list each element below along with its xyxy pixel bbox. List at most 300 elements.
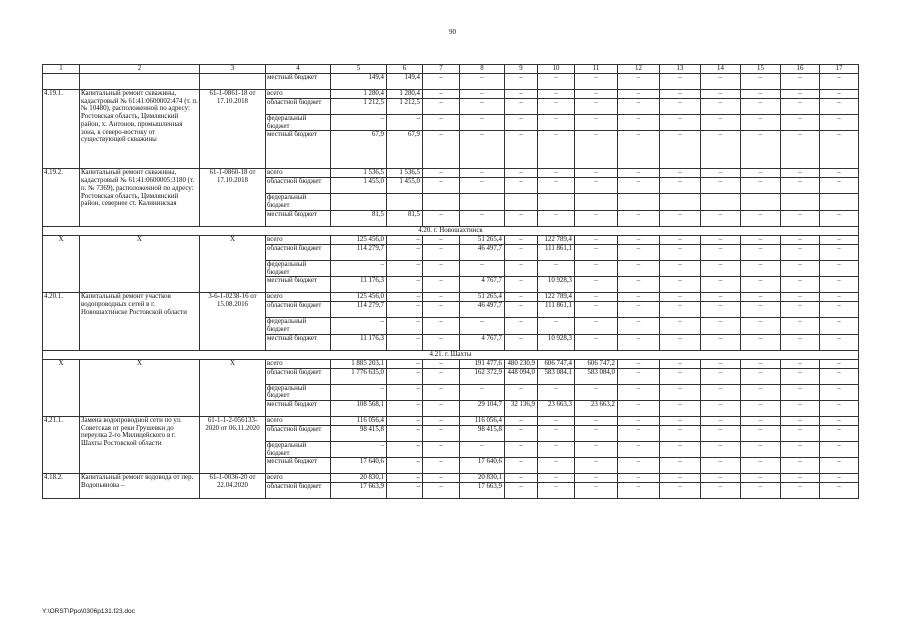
value-cell: 116 056,4: [460, 417, 505, 426]
financing-source: всего: [266, 474, 331, 483]
value-cell: –: [505, 426, 538, 442]
value-cell: –: [575, 483, 618, 499]
value-cell: –: [781, 277, 820, 293]
value-cell: –: [741, 384, 781, 400]
value-cell: –: [660, 368, 701, 384]
value-cell: –: [660, 318, 701, 334]
value-cell: 29 104,7: [460, 401, 505, 417]
financing-source: федеральный бюджет: [266, 260, 331, 276]
value-cell: 583 084,1: [538, 368, 575, 384]
value-cell: 122 789,4: [538, 293, 575, 302]
value-cell: –: [741, 417, 781, 426]
value-cell: –: [460, 384, 505, 400]
value-cell: –: [423, 169, 460, 178]
value-cell: 1 212,5: [387, 99, 423, 115]
value-cell: –: [660, 277, 701, 293]
value-cell: –: [618, 244, 660, 260]
value-cell: –: [618, 178, 660, 194]
column-number-cell: 3: [200, 65, 266, 74]
value-cell: –: [781, 368, 820, 384]
value-cell: –: [387, 426, 423, 442]
value-cell: –: [575, 74, 618, 90]
value-cell: –: [538, 178, 575, 194]
value-cell: –: [575, 115, 618, 131]
value-cell: –: [660, 401, 701, 417]
value-cell: –: [820, 235, 859, 244]
empty-cell: [43, 74, 80, 90]
value-cell: –: [781, 334, 820, 350]
value-cell: 1 536,5: [331, 169, 387, 178]
value-cell: –: [618, 474, 660, 483]
value-cell: –: [331, 384, 387, 400]
financing-source: всего: [266, 90, 331, 99]
value-cell: –: [423, 244, 460, 260]
section-title: 4.21. г. Шахты: [43, 350, 859, 359]
value-cell: 122 789,4: [538, 235, 575, 244]
item-name: Капитальный ремонт скважины, кадастровый № 61:41:0600002:474 (т. п. № 10480), расположенной по адресу: Ростовская область, Цимлянский район, х. Антонов, промышленная зона, к северо-востоку от существующей скважины: [80, 90, 200, 169]
value-cell: –: [701, 318, 741, 334]
value-cell: –: [423, 401, 460, 417]
value-cell: –: [538, 417, 575, 426]
value-cell: –: [820, 368, 859, 384]
value-cell: –: [741, 442, 781, 458]
value-cell: –: [575, 293, 618, 302]
budget-row: [43, 74, 859, 90]
x-mark-name: Х: [80, 235, 200, 292]
value-cell: 23 663,3: [538, 401, 575, 417]
value-cell: –: [660, 169, 701, 178]
value-cell: –: [387, 368, 423, 384]
item-number: 4.19.2.: [43, 169, 80, 226]
value-cell: –: [741, 334, 781, 350]
value-cell: –: [741, 302, 781, 318]
column-number-cell: 16: [781, 65, 820, 74]
value-cell: 20 830,1: [331, 474, 387, 483]
value-cell: –: [701, 210, 741, 226]
value-cell: 67,9: [331, 131, 387, 169]
value-cell: –: [505, 277, 538, 293]
value-cell: 46 497,7: [460, 244, 505, 260]
value-cell: –: [660, 235, 701, 244]
value-cell: –: [741, 169, 781, 178]
value-cell: –: [505, 334, 538, 350]
value-cell: –: [387, 115, 423, 131]
value-cell: –: [660, 90, 701, 99]
value-cell: 17 640,6: [460, 458, 505, 474]
value-cell: 98 415,8: [331, 426, 387, 442]
value-cell: –: [781, 442, 820, 458]
value-cell: –: [781, 474, 820, 483]
value-cell: –: [460, 131, 505, 169]
value-cell: –: [781, 293, 820, 302]
value-cell: –: [618, 401, 660, 417]
value-cell: –: [660, 244, 701, 260]
value-cell: –: [387, 318, 423, 334]
value-cell: [781, 194, 820, 210]
item-document: 61-1-0036-20 от 22.04.2020: [200, 474, 266, 499]
value-cell: –: [423, 458, 460, 474]
financing-source: местный бюджет: [266, 334, 331, 350]
section-header-row: [43, 226, 859, 235]
value-cell: –: [701, 384, 741, 400]
value-cell: –: [505, 178, 538, 194]
value-cell: –: [781, 417, 820, 426]
value-cell: –: [741, 426, 781, 442]
value-cell: –: [741, 458, 781, 474]
value-cell: –: [538, 384, 575, 400]
value-cell: –: [820, 210, 859, 226]
column-number-cell: 8: [460, 65, 505, 74]
value-cell: –: [701, 90, 741, 99]
value-cell: 1 280,4: [387, 90, 423, 99]
value-cell: 67,9: [387, 131, 423, 169]
value-cell: –: [505, 458, 538, 474]
value-cell: –: [618, 368, 660, 384]
column-number-cell: 2: [80, 65, 200, 74]
value-cell: –: [781, 359, 820, 368]
value-cell: 23 663,2: [575, 401, 618, 417]
item-document: 61-1-0861-18 от 17.10.2018: [200, 90, 266, 169]
value-cell: –: [660, 302, 701, 318]
value-cell: –: [660, 334, 701, 350]
financing-source: всего: [266, 235, 331, 244]
column-number-cell: 4: [266, 65, 331, 74]
value-cell: –: [618, 74, 660, 90]
value-cell: 583 084,0: [575, 368, 618, 384]
value-cell: –: [660, 442, 701, 458]
value-cell: –: [387, 474, 423, 483]
value-cell: 10 928,3: [538, 277, 575, 293]
empty-cell: [80, 74, 200, 90]
value-cell: –: [781, 244, 820, 260]
value-cell: –: [781, 318, 820, 334]
x-mark-number: Х: [43, 235, 80, 292]
value-cell: –: [505, 210, 538, 226]
value-cell: –: [741, 483, 781, 499]
value-cell: 51 265,4: [460, 235, 505, 244]
budget-row: [43, 169, 859, 178]
value-cell: –: [423, 90, 460, 99]
value-cell: –: [423, 384, 460, 400]
value-cell: –: [741, 131, 781, 169]
value-cell: –: [423, 210, 460, 226]
value-cell: –: [741, 260, 781, 276]
value-cell: –: [460, 318, 505, 334]
value-cell: –: [423, 442, 460, 458]
value-cell: –: [741, 401, 781, 417]
value-cell: –: [387, 302, 423, 318]
table-body: [43, 65, 859, 499]
financing-source: местный бюджет: [266, 277, 331, 293]
value-cell: –: [618, 99, 660, 115]
value-cell: –: [460, 210, 505, 226]
value-cell: –: [618, 426, 660, 442]
budget-table: [42, 64, 859, 499]
value-cell: –: [701, 426, 741, 442]
value-cell: –: [387, 277, 423, 293]
value-cell: 20 830,1: [460, 474, 505, 483]
value-cell: –: [505, 384, 538, 400]
value-cell: –: [660, 474, 701, 483]
value-cell: –: [538, 318, 575, 334]
value-cell: –: [618, 483, 660, 499]
value-cell: –: [701, 368, 741, 384]
value-cell: –: [781, 178, 820, 194]
column-number-cell: 10: [538, 65, 575, 74]
value-cell: –: [741, 359, 781, 368]
value-cell: [660, 194, 701, 210]
value-cell: –: [701, 401, 741, 417]
value-cell: –: [781, 458, 820, 474]
value-cell: –: [460, 260, 505, 276]
value-cell: 17 640,6: [331, 458, 387, 474]
value-cell: –: [387, 384, 423, 400]
value-cell: 606 747,2: [575, 359, 618, 368]
value-cell: –: [387, 359, 423, 368]
value-cell: –: [660, 426, 701, 442]
value-cell: –: [423, 474, 460, 483]
value-cell: –: [701, 131, 741, 169]
value-cell: 98 415,8: [460, 426, 505, 442]
value-cell: –: [505, 483, 538, 499]
value-cell: –: [423, 178, 460, 194]
value-cell: –: [618, 302, 660, 318]
value-cell: –: [660, 210, 701, 226]
item-name: Капитальный ремонт водовода от пер. Водопьянова –: [80, 474, 200, 499]
value-cell: –: [423, 260, 460, 276]
value-cell: –: [820, 426, 859, 442]
value-cell: –: [618, 417, 660, 426]
value-cell: –: [538, 99, 575, 115]
value-cell: –: [505, 99, 538, 115]
value-cell: 149,4: [387, 74, 423, 90]
budget-row: [43, 417, 859, 426]
value-cell: –: [741, 293, 781, 302]
item-number: 4.20.1.: [43, 293, 80, 350]
value-cell: –: [660, 260, 701, 276]
value-cell: –: [538, 483, 575, 499]
value-cell: –: [505, 74, 538, 90]
value-cell: –: [781, 131, 820, 169]
value-cell: –: [820, 178, 859, 194]
value-cell: –: [660, 74, 701, 90]
value-cell: –: [820, 401, 859, 417]
budget-row: [43, 293, 859, 302]
value-cell: –: [423, 368, 460, 384]
value-cell: [741, 194, 781, 210]
value-cell: –: [387, 417, 423, 426]
value-cell: –: [701, 235, 741, 244]
value-cell: 1 212,5: [331, 99, 387, 115]
value-cell: –: [701, 169, 741, 178]
value-cell: –: [538, 90, 575, 99]
value-cell: –: [741, 90, 781, 99]
value-cell: –: [575, 169, 618, 178]
value-cell: –: [660, 178, 701, 194]
value-cell: –: [505, 115, 538, 131]
value-cell: –: [387, 401, 423, 417]
value-cell: 17 663,9: [460, 483, 505, 499]
value-cell: –: [331, 260, 387, 276]
value-cell: –: [575, 178, 618, 194]
value-cell: [701, 194, 741, 210]
value-cell: [618, 194, 660, 210]
value-cell: –: [820, 442, 859, 458]
financing-source: областной бюджет: [266, 368, 331, 384]
section-title: 4.20. г. Новошахтинск: [43, 226, 859, 235]
value-cell: –: [781, 210, 820, 226]
value-cell: –: [820, 458, 859, 474]
value-cell: –: [618, 169, 660, 178]
value-cell: –: [505, 244, 538, 260]
value-cell: –: [460, 115, 505, 131]
x-mark-number: Х: [43, 359, 80, 416]
value-cell: 11 176,3: [331, 334, 387, 350]
value-cell: 4 767,7: [460, 277, 505, 293]
value-cell: –: [505, 442, 538, 458]
value-cell: –: [618, 318, 660, 334]
value-cell: 51 265,4: [460, 293, 505, 302]
value-cell: –: [387, 260, 423, 276]
item-name: Капитальный ремонт участков водопроводных сетей в г. Новошахтинске Ростовской области: [80, 293, 200, 350]
value-cell: –: [538, 442, 575, 458]
column-number-cell: 12: [618, 65, 660, 74]
value-cell: –: [538, 474, 575, 483]
value-cell: –: [460, 90, 505, 99]
value-cell: –: [741, 368, 781, 384]
value-cell: –: [618, 442, 660, 458]
value-cell: –: [387, 235, 423, 244]
value-cell: –: [423, 74, 460, 90]
value-cell: –: [701, 334, 741, 350]
value-cell: –: [781, 74, 820, 90]
value-cell: 4 767,7: [460, 334, 505, 350]
item-name: Замена водопроводной сети по ул. Советская от реки Грушевки до переулка 2-го Милицейского в г. Шахты Ростовской области: [80, 417, 200, 474]
value-cell: –: [618, 115, 660, 131]
value-cell: –: [423, 99, 460, 115]
item-number: 4.19.1.: [43, 90, 80, 169]
column-number-cell: 7: [423, 65, 460, 74]
value-cell: –: [820, 260, 859, 276]
value-cell: –: [820, 277, 859, 293]
value-cell: 46 497,7: [460, 302, 505, 318]
item-number: 4.18.2.: [43, 474, 80, 499]
value-cell: –: [701, 302, 741, 318]
value-cell: –: [387, 442, 423, 458]
value-cell: –: [741, 210, 781, 226]
financing-source: всего: [266, 169, 331, 178]
value-cell: [820, 194, 859, 210]
value-cell: –: [460, 99, 505, 115]
value-cell: –: [423, 277, 460, 293]
value-cell: –: [460, 442, 505, 458]
value-cell: –: [820, 318, 859, 334]
empty-cell: [200, 74, 266, 90]
value-cell: –: [820, 334, 859, 350]
item-document: 61-1-1-2-056133-2020 от 06.11.2020: [200, 417, 266, 474]
value-cell: –: [460, 169, 505, 178]
value-cell: –: [575, 131, 618, 169]
value-cell: –: [538, 458, 575, 474]
value-cell: 111 861,1: [538, 244, 575, 260]
value-cell: –: [423, 417, 460, 426]
value-cell: –: [505, 318, 538, 334]
value-cell: 111 861,1: [538, 302, 575, 318]
value-cell: –: [387, 293, 423, 302]
value-cell: 1 280,4: [331, 90, 387, 99]
item-number: 4.21.1.: [43, 417, 80, 474]
x-mark-doc: Х: [200, 359, 266, 416]
value-cell: –: [575, 426, 618, 442]
column-number-row: [43, 65, 859, 74]
value-cell: –: [781, 401, 820, 417]
value-cell: –: [618, 277, 660, 293]
value-cell: –: [423, 115, 460, 131]
value-cell: –: [781, 90, 820, 99]
financing-source: федеральный бюджет: [266, 442, 331, 458]
value-cell: –: [423, 131, 460, 169]
value-cell: –: [538, 74, 575, 90]
value-cell: –: [618, 359, 660, 368]
value-cell: 32 136,9: [505, 401, 538, 417]
value-cell: 108 568,1: [331, 401, 387, 417]
value-cell: [460, 194, 505, 210]
value-cell: –: [538, 210, 575, 226]
value-cell: –: [660, 458, 701, 474]
value-cell: –: [701, 359, 741, 368]
column-number-cell: 1: [43, 65, 80, 74]
financing-source: областной бюджет: [266, 302, 331, 318]
value-cell: –: [701, 474, 741, 483]
value-cell: –: [331, 442, 387, 458]
value-cell: –: [741, 244, 781, 260]
value-cell: –: [820, 483, 859, 499]
value-cell: 149,4: [331, 74, 387, 90]
value-cell: –: [820, 169, 859, 178]
value-cell: –: [701, 293, 741, 302]
value-cell: –: [460, 74, 505, 90]
value-cell: 1 536,5: [387, 169, 423, 178]
financing-source: местный бюджет: [266, 131, 331, 169]
value-cell: –: [575, 334, 618, 350]
value-cell: –: [660, 384, 701, 400]
value-cell: –: [741, 74, 781, 90]
value-cell: –: [820, 131, 859, 169]
value-cell: –: [387, 458, 423, 474]
column-number-cell: 14: [701, 65, 741, 74]
value-cell: –: [505, 131, 538, 169]
value-cell: [538, 194, 575, 210]
value-cell: –: [575, 260, 618, 276]
value-cell: –: [505, 474, 538, 483]
value-cell: –: [741, 115, 781, 131]
footer-file-path: Y:\ORST\Ppo\0306p131.f23.doc: [42, 608, 135, 615]
value-cell: –: [820, 474, 859, 483]
financing-source: областной бюджет: [266, 426, 331, 442]
column-number-cell: 5: [331, 65, 387, 74]
value-cell: –: [701, 260, 741, 276]
financing-source: местный бюджет: [266, 458, 331, 474]
value-cell: 162 372,9: [460, 368, 505, 384]
x-mark-name: Х: [80, 359, 200, 416]
value-cell: [423, 194, 460, 210]
item-document: 3-6-1-0238-16 от 15.08.2016: [200, 293, 266, 350]
value-cell: –: [538, 131, 575, 169]
value-cell: 10 928,3: [538, 334, 575, 350]
value-cell: 81,5: [387, 210, 423, 226]
value-cell: –: [820, 293, 859, 302]
budget-row: [43, 359, 859, 368]
